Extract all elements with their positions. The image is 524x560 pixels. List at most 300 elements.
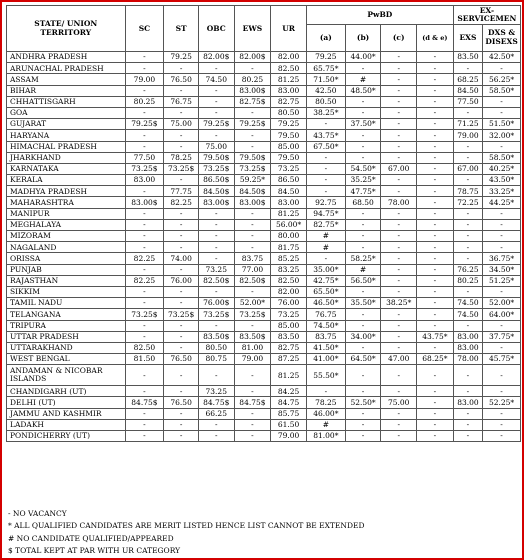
cutoff-value-cell: 73.25$ <box>164 309 199 320</box>
cutoff-value-cell: 43.75* <box>306 130 345 141</box>
cutoff-value-cell: 43.50* <box>483 175 521 186</box>
cutoff-value-cell: 83.00$ <box>234 197 271 208</box>
table-row <box>7 85 521 96</box>
cutoff-value-cell: - <box>345 365 381 386</box>
cutoff-value-cell: 56.00* <box>271 219 307 230</box>
cutoff-value-cell: - <box>381 52 417 63</box>
table-row <box>7 63 521 74</box>
header-pwbd: PwBD <box>306 6 453 25</box>
cutoff-value-cell: - <box>381 119 417 130</box>
cutoff-value-cell: - <box>417 286 454 297</box>
note-no-candidate: # NO CANDIDATE QUALIFIED/APPEARED <box>8 533 174 543</box>
table-row <box>7 253 521 264</box>
cutoff-value-cell: - <box>125 408 164 419</box>
cutoff-value-cell: - <box>164 107 199 118</box>
cutoff-value-cell: - <box>345 286 381 297</box>
table-row <box>7 397 521 408</box>
cutoff-value-cell: 79.00 <box>125 74 164 85</box>
cutoff-value-cell: - <box>483 141 521 152</box>
cutoff-value-cell: 52.25* <box>483 397 521 408</box>
cutoff-value-cell: 34.00* <box>345 331 381 342</box>
cutoff-value-cell: - <box>381 219 417 230</box>
cutoff-value-cell: - <box>164 85 199 96</box>
cutoff-value-cell: 83.50 <box>271 331 307 342</box>
cutoff-value-cell: 83.00 <box>271 85 307 96</box>
cutoff-value-cell: - <box>417 419 454 430</box>
cutoff-value-cell: - <box>125 63 164 74</box>
cutoff-value-cell: 44.00* <box>345 52 381 63</box>
state-name-cell: KARNATAKA <box>7 163 126 174</box>
cutoff-value-cell: - <box>164 419 199 430</box>
table-row <box>7 208 521 219</box>
state-name-cell: ASSAM <box>7 74 126 85</box>
cutoff-value-cell: - <box>125 286 164 297</box>
cutoff-value-cell: 73.25$ <box>164 163 199 174</box>
cutoff-value-cell: - <box>306 163 345 174</box>
table-row <box>7 431 521 442</box>
cutoff-value-cell: 84.50 <box>271 186 307 197</box>
cutoff-value-cell: 71.50* <box>306 74 345 85</box>
table-row <box>7 286 521 297</box>
cutoff-value-cell: - <box>164 342 199 353</box>
cutoff-value-cell: 73.25$ <box>125 309 164 320</box>
cutoff-value-cell: - <box>417 320 454 331</box>
cutoff-value-cell: 87.25 <box>271 354 307 365</box>
header-dxs: DXS & DISEXS <box>483 25 521 52</box>
cutoff-value-cell: 83.50 <box>453 52 482 63</box>
cutoff-value-cell: 83.00 <box>453 397 482 408</box>
cutoff-value-cell: - <box>381 408 417 419</box>
cutoff-value-cell: - <box>417 175 454 186</box>
cutoff-value-cell: - <box>125 264 164 275</box>
cutoff-table <box>6 5 521 442</box>
cutoff-value-cell: - <box>345 219 381 230</box>
cutoff-value-cell: 37.75* <box>483 331 521 342</box>
cutoff-value-cell: - <box>417 63 454 74</box>
cutoff-value-cell: 33.25* <box>483 186 521 197</box>
cutoff-value-cell: - <box>453 152 482 163</box>
cutoff-value-cell: - <box>381 419 417 430</box>
cutoff-value-cell: 82.75 <box>271 342 307 353</box>
cutoff-value-cell: 81.25 <box>271 208 307 219</box>
cutoff-value-cell: - <box>164 264 199 275</box>
cutoff-value-cell: 52.00* <box>234 298 271 309</box>
cutoff-value-cell: - <box>381 275 417 286</box>
cutoff-value-cell: - <box>417 130 454 141</box>
cutoff-value-cell: 48.50* <box>345 85 381 96</box>
cutoff-value-cell: - <box>453 219 482 230</box>
cutoff-value-cell: - <box>234 419 271 430</box>
cutoff-value-cell: - <box>125 85 164 96</box>
state-name-cell: LADAKH <box>7 419 126 430</box>
cutoff-value-cell: - <box>417 85 454 96</box>
table-row <box>7 175 521 186</box>
cutoff-value-cell: - <box>164 242 199 253</box>
cutoff-value-cell: - <box>345 63 381 74</box>
state-name-cell: HARYANA <box>7 130 126 141</box>
cutoff-value-cell: - <box>417 298 454 309</box>
cutoff-value-cell: 76.75 <box>306 309 345 320</box>
cutoff-value-cell: 80.50 <box>306 96 345 107</box>
table-row <box>7 365 521 386</box>
cutoff-value-cell: - <box>125 320 164 331</box>
cutoff-value-cell: 83.00 <box>125 175 164 186</box>
cutoff-value-cell: 35.50* <box>345 298 381 309</box>
cutoff-value-cell: 77.50 <box>453 96 482 107</box>
cutoff-value-cell: - <box>164 231 199 242</box>
cutoff-value-cell: 84.50$ <box>234 186 271 197</box>
cutoff-value-cell: - <box>453 63 482 74</box>
state-name-cell: CHHATTISGARH <box>7 96 126 107</box>
cutoff-value-cell: 82.25 <box>125 253 164 264</box>
cutoff-value-cell: 79.00 <box>271 431 307 442</box>
cutoff-value-cell: 73.25 <box>198 386 234 397</box>
cutoff-value-cell: - <box>453 208 482 219</box>
cutoff-value-cell: - <box>164 298 199 309</box>
state-name-cell: ANDAMAN & NICOBAR ISLANDS <box>7 365 126 386</box>
cutoff-value-cell: - <box>453 408 482 419</box>
cutoff-value-cell: 82.50 <box>271 63 307 74</box>
cutoff-value-cell: - <box>453 231 482 242</box>
state-name-cell: WEST BENGAL <box>7 354 126 365</box>
cutoff-value-cell: 73.25$ <box>234 309 271 320</box>
cutoff-value-cell: 73.25$ <box>125 163 164 174</box>
cutoff-value-cell: 38.25* <box>381 298 417 309</box>
table-row <box>7 309 521 320</box>
state-name-cell: RAJASTHAN <box>7 275 126 286</box>
cutoff-value-cell: 42.50 <box>306 85 345 96</box>
cutoff-value-cell: 92.75 <box>306 197 345 208</box>
state-name-cell: GOA <box>7 107 126 118</box>
cutoff-value-cell: - <box>345 130 381 141</box>
cutoff-value-cell: - <box>198 253 234 264</box>
cutoff-value-cell: - <box>234 242 271 253</box>
header-state: STATE/ UNION TERRITORY <box>7 6 126 52</box>
cutoff-value-cell: 73.25$ <box>198 163 234 174</box>
cutoff-value-cell: - <box>125 386 164 397</box>
cutoff-value-cell: - <box>345 309 381 320</box>
cutoff-value-cell: - <box>483 419 521 430</box>
cutoff-value-cell: - <box>164 219 199 230</box>
cutoff-value-cell: 73.25 <box>271 309 307 320</box>
cutoff-value-cell: - <box>198 219 234 230</box>
header-pwbd-b: (b) <box>345 25 381 52</box>
cutoff-value-cell: 79.00 <box>453 130 482 141</box>
cutoff-value-cell: 73.25 <box>198 264 234 275</box>
cutoff-value-cell: - <box>381 96 417 107</box>
cutoff-value-cell: - <box>381 130 417 141</box>
cutoff-value-cell: 80.00 <box>271 231 307 242</box>
header-st: ST <box>164 6 199 52</box>
cutoff-value-cell: 85.00 <box>271 141 307 152</box>
cutoff-value-cell: - <box>483 342 521 353</box>
cutoff-value-cell: - <box>381 286 417 297</box>
cutoff-value-cell: 74.50* <box>306 320 345 331</box>
cutoff-value-cell: 41.00* <box>306 354 345 365</box>
cutoff-value-cell: 68.50 <box>345 197 381 208</box>
cutoff-value-cell: - <box>417 264 454 275</box>
table-row <box>7 96 521 107</box>
state-name-cell: MIZORAM <box>7 231 126 242</box>
cutoff-value-cell: - <box>345 419 381 430</box>
cutoff-value-cell: 86.50 <box>271 175 307 186</box>
table-row <box>7 52 521 63</box>
cutoff-value-cell: # <box>345 264 381 275</box>
cutoff-value-cell: - <box>306 386 345 397</box>
cutoff-value-cell: 46.50* <box>306 298 345 309</box>
cutoff-value-cell: - <box>453 365 482 386</box>
cutoff-value-cell: 82.25 <box>125 275 164 286</box>
table-row <box>7 354 521 365</box>
cutoff-value-cell: 83.00 <box>271 197 307 208</box>
note-merit-listed: * ALL QUALIFIED CANDIDATES ARE MERIT LISTED HENCE LIST CANNOT BE EXTENDED <box>8 521 365 531</box>
cutoff-value-cell: - <box>234 130 271 141</box>
cutoff-value-cell: - <box>417 242 454 253</box>
cutoff-value-cell: - <box>164 386 199 397</box>
state-name-cell: MAHARASHTRA <box>7 197 126 208</box>
cutoff-value-cell: - <box>234 286 271 297</box>
cutoff-value-cell: 81.00 <box>234 342 271 353</box>
state-name-cell: JHARKHAND <box>7 152 126 163</box>
cutoff-value-cell: - <box>164 130 199 141</box>
cutoff-value-cell: - <box>381 320 417 331</box>
note-par-ur: $ TOTAL KEPT AT PAR WITH UR CATEGORY <box>8 546 181 556</box>
cutoff-value-cell: 80.25 <box>453 275 482 286</box>
cutoff-value-cell: 81.75 <box>271 242 307 253</box>
cutoff-value-cell: - <box>453 141 482 152</box>
cutoff-value-cell: - <box>306 119 345 130</box>
cutoff-value-cell: 84.50$ <box>198 186 234 197</box>
cutoff-value-cell: 79.50 <box>271 130 307 141</box>
table-row <box>7 342 521 353</box>
cutoff-value-cell: 84.75 <box>271 397 307 408</box>
cutoff-value-cell: 54.50* <box>345 163 381 174</box>
cutoff-value-cell: - <box>417 197 454 208</box>
cutoff-value-cell: - <box>417 386 454 397</box>
cutoff-value-cell: - <box>483 431 521 442</box>
cutoff-value-cell: - <box>381 231 417 242</box>
cutoff-value-cell: - <box>125 419 164 430</box>
cutoff-value-cell: 83.50$ <box>234 331 271 342</box>
cutoff-value-cell: - <box>125 208 164 219</box>
cutoff-value-cell: - <box>417 408 454 419</box>
cutoff-value-cell: 58.25* <box>345 253 381 264</box>
cutoff-value-cell: - <box>164 208 199 219</box>
cutoff-value-cell: 74.50 <box>198 74 234 85</box>
cutoff-value-cell: - <box>417 96 454 107</box>
cutoff-value-cell: - <box>234 408 271 419</box>
state-name-cell: ARUNACHAL PRADESH <box>7 63 126 74</box>
table-row <box>7 130 521 141</box>
cutoff-value-cell: - <box>198 231 234 242</box>
cutoff-value-cell: 83.75 <box>306 331 345 342</box>
state-name-cell: ANDHRA PRADESH <box>7 52 126 63</box>
cutoff-value-cell: 36.75* <box>483 253 521 264</box>
state-name-cell: MADHYA PRADESH <box>7 186 126 197</box>
table-row <box>7 231 521 242</box>
cutoff-value-cell: 67.50* <box>306 141 345 152</box>
cutoff-value-cell: - <box>483 320 521 331</box>
cutoff-value-cell: # <box>306 242 345 253</box>
cutoff-value-cell: - <box>345 141 381 152</box>
table-row <box>7 242 521 253</box>
table-row <box>7 119 521 130</box>
cutoff-value-cell: 74.50 <box>453 309 482 320</box>
cutoff-value-cell: 78.25 <box>306 397 345 408</box>
note-no-vacancy: - NO VACANCY <box>8 509 67 518</box>
cutoff-value-cell: - <box>164 408 199 419</box>
cutoff-value-cell: - <box>381 431 417 442</box>
cutoff-value-cell: - <box>417 365 454 386</box>
cutoff-value-cell: - <box>417 275 454 286</box>
cutoff-value-cell: - <box>453 253 482 264</box>
cutoff-value-cell: 83.00$ <box>234 85 271 96</box>
table-row <box>7 107 521 118</box>
cutoff-value-cell: - <box>417 253 454 264</box>
state-name-cell: JAMMU AND KASHMIR <box>7 408 126 419</box>
cutoff-value-cell: - <box>345 231 381 242</box>
cutoff-value-cell: 74.00 <box>164 253 199 264</box>
table-header <box>7 6 521 52</box>
cutoff-value-cell: - <box>483 365 521 386</box>
cutoff-value-cell: - <box>483 408 521 419</box>
cutoff-value-cell: - <box>198 365 234 386</box>
table-row <box>7 163 521 174</box>
cutoff-value-cell: 77.50 <box>125 152 164 163</box>
cutoff-value-cell: - <box>483 219 521 230</box>
cutoff-value-cell: 82.75* <box>306 219 345 230</box>
cutoff-value-cell: 79.50$ <box>198 152 234 163</box>
cutoff-value-cell: 45.75* <box>483 354 521 365</box>
cutoff-value-cell: 74.50 <box>453 298 482 309</box>
table-row <box>7 197 521 208</box>
table-row <box>7 74 521 85</box>
cutoff-value-cell: 83.00 <box>453 331 482 342</box>
cutoff-value-cell: 38.25* <box>306 107 345 118</box>
cutoff-value-cell: - <box>198 242 234 253</box>
cutoff-value-cell: 82.75$ <box>234 96 271 107</box>
cutoff-value-cell: - <box>198 208 234 219</box>
cutoff-value-cell: - <box>345 342 381 353</box>
cutoff-value-cell: 77.75 <box>164 186 199 197</box>
cutoff-value-cell: 84.75$ <box>125 397 164 408</box>
cutoff-value-cell: - <box>198 107 234 118</box>
cutoff-value-cell: 83.00$ <box>125 197 164 208</box>
cutoff-value-cell: 42.50* <box>483 52 521 63</box>
cutoff-value-cell: - <box>381 208 417 219</box>
cutoff-value-cell: 80.50 <box>198 342 234 353</box>
cutoff-value-cell: 79.25$ <box>125 119 164 130</box>
header-exsm: EX-SERVICEMEN <box>453 6 520 25</box>
cutoff-value-cell: 37.50* <box>345 119 381 130</box>
cutoff-value-cell: - <box>306 186 345 197</box>
cutoff-value-cell: 79.00 <box>234 354 271 365</box>
cutoff-value-cell: - <box>164 63 199 74</box>
cutoff-value-cell: - <box>483 208 521 219</box>
cutoff-value-cell: 78.00 <box>381 197 417 208</box>
cutoff-value-cell: - <box>164 175 199 186</box>
cutoff-value-cell: 43.75* <box>417 331 454 342</box>
state-name-cell: MEGHALAYA <box>7 219 126 230</box>
cutoff-value-cell: 76.00$ <box>198 298 234 309</box>
header-obc: OBC <box>198 6 234 52</box>
cutoff-value-cell: 82.00$ <box>234 52 271 63</box>
cutoff-value-cell: 76.75 <box>164 96 199 107</box>
cutoff-value-cell: - <box>345 96 381 107</box>
table-row <box>7 264 521 275</box>
cutoff-value-cell: - <box>345 408 381 419</box>
cutoff-value-cell: 68.25* <box>417 354 454 365</box>
cutoff-value-cell: 79.25 <box>164 52 199 63</box>
table-row <box>7 408 521 419</box>
cutoff-value-cell: - <box>125 331 164 342</box>
state-name-cell: TAMIL NADU <box>7 298 126 309</box>
cutoff-value-cell: 76.25 <box>453 264 482 275</box>
cutoff-value-cell: 82.00 <box>271 52 307 63</box>
cutoff-value-cell: 80.50 <box>271 107 307 118</box>
table-row <box>7 141 521 152</box>
header-exs: EXS <box>453 25 482 52</box>
cutoff-value-cell: 76.50 <box>164 397 199 408</box>
cutoff-value-cell: 84.75$ <box>198 397 234 408</box>
cutoff-value-cell: - <box>306 253 345 264</box>
table-row <box>7 320 521 331</box>
cutoff-value-cell: 94.75* <box>306 208 345 219</box>
cutoff-value-cell: 83.25 <box>271 264 307 275</box>
cutoff-value-cell: 81.00* <box>306 431 345 442</box>
cutoff-value-cell: 55.50* <box>306 365 345 386</box>
header-sc: SC <box>125 6 164 52</box>
cutoff-value-cell: - <box>453 286 482 297</box>
cutoff-value-cell: 75.00 <box>381 397 417 408</box>
cutoff-value-cell: 67.00 <box>453 163 482 174</box>
cutoff-value-cell: 82.50 <box>271 275 307 286</box>
cutoff-value-cell: - <box>198 431 234 442</box>
cutoff-value-cell: - <box>198 320 234 331</box>
cutoff-value-cell: 67.00 <box>381 163 417 174</box>
cutoff-value-cell: 76.50 <box>164 74 199 85</box>
cutoff-value-cell: 34.50* <box>483 264 521 275</box>
cutoff-value-cell: 78.25 <box>164 152 199 163</box>
cutoff-value-cell: 81.50 <box>125 354 164 365</box>
table-row <box>7 219 521 230</box>
cutoff-value-cell: - <box>483 107 521 118</box>
cutoff-value-cell: 82.00 <box>271 286 307 297</box>
cutoff-value-cell: 82.50$ <box>234 275 271 286</box>
cutoff-value-cell: # <box>306 231 345 242</box>
cutoff-value-cell: 58.50* <box>483 152 521 163</box>
cutoff-value-cell: - <box>381 152 417 163</box>
cutoff-value-cell: 41.50* <box>306 342 345 353</box>
cutoff-value-cell: - <box>125 141 164 152</box>
cutoff-value-cell: 51.25* <box>483 275 521 286</box>
cutoff-value-cell: - <box>417 163 454 174</box>
cutoff-value-cell: 83.00$ <box>198 197 234 208</box>
cutoff-value-cell: - <box>453 175 482 186</box>
cutoff-value-cell: - <box>234 231 271 242</box>
cutoff-value-cell: - <box>198 419 234 430</box>
cutoff-value-cell: - <box>306 152 345 163</box>
cutoff-value-cell: 86.50$ <box>198 175 234 186</box>
cutoff-value-cell: 85.00 <box>271 320 307 331</box>
cutoff-value-cell: - <box>417 309 454 320</box>
cutoff-value-cell: - <box>234 320 271 331</box>
cutoff-value-cell: 72.25 <box>453 197 482 208</box>
state-name-cell: KERALA <box>7 175 126 186</box>
table-row <box>7 419 521 430</box>
cutoff-value-cell: - <box>381 342 417 353</box>
cutoff-value-cell: 65.50* <box>306 286 345 297</box>
